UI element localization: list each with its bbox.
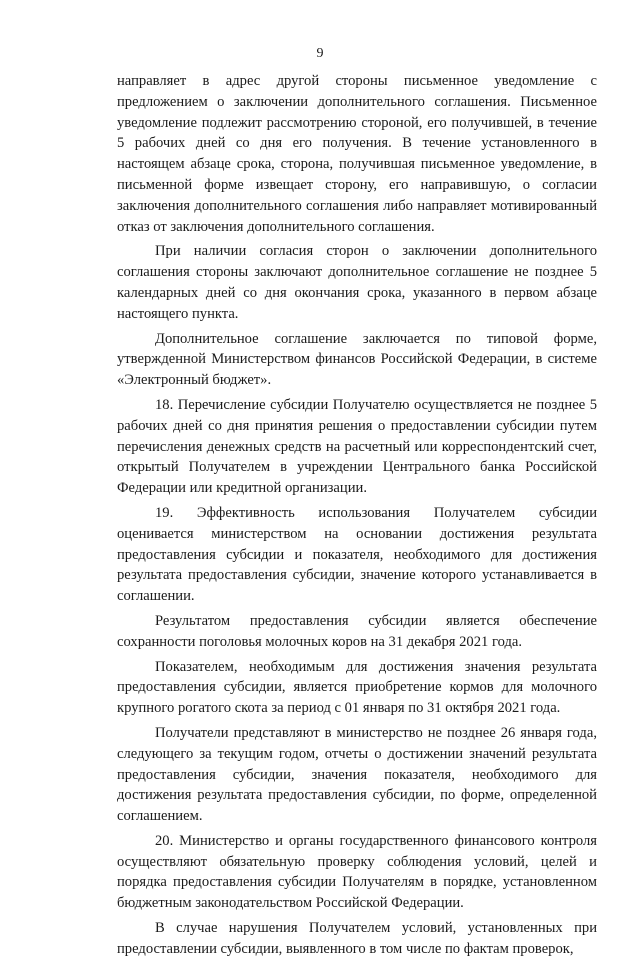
paragraph: Показателем, необходимым для достижения значения результата предоставления субсидии, является приобретение кормов для молочного крупного рогатого скота за период с 01 января по 31 октября 2021 года. — [117, 658, 597, 717]
paragraph: Получатели представляют в министерство не позднее 26 января года, следующего за текущим годом, отчеты о достижении значений результата предоставления субсидии, значения показателя, необходимого для достижения результата предоставления субсидии, по форме, определенной соглашением. — [117, 724, 597, 825]
paragraph: В случае нарушения Получателем условий, установленных при предоставлении субсидии, выявленного в том числе по фактам проверок, — [117, 920, 597, 957]
paragraph: Дополнительное соглашение заключается по типовой форме, утвержденной Министерством финансов Российской Федерации, в системе «Электронный бюджет». — [117, 330, 597, 389]
paragraph: Результатом предоставления субсидии является обеспечение сохранности поголовья молочных коров на 31 декабря 2021 года. — [117, 612, 597, 650]
paragraph-clause-19: 19. Эффективность использования Получателем субсидии оценивается министерством на основании достижения результата предоставления субсидии и показателя, необходимого для достижения результата предоставления субсидии, значение которого устанавливается в соглашении. — [117, 504, 597, 605]
document-body — [117, 71, 597, 964]
paragraph: При наличии согласия сторон о заключении дополнительного соглашения стороны заключают дополнительное соглашение не позднее 5 календарных дней со дня окончания срока, указанного в первом абзаце настоящего пункта. — [117, 243, 597, 322]
page-number: 9 — [316, 46, 324, 61]
paragraph-continued: направляет в адрес другой стороны письменное уведомление с предложением о заключении дополнительного соглашения. Письменное уведомление подлежит рассмотрению стороной, его получившей, в течение 5 рабочих дней со дня его получения. В течение установленного в настоящем абзаце срока, сторона, получившая письменное уведомление, в письменной форме извещает сторону, его направившую, о согласии заключения дополнительного соглашения либо направляет мотивированный отказ от заключения дополнительного соглашения. — [117, 73, 597, 235]
paragraph-clause-20: 20. Министерство и органы государственного финансового контроля осуществляют обязательную проверку соблюдения условий, целей и порядка предоставления субсидии Получателям в порядке, установленном бюджетным законодательством Российской Федерации. — [117, 832, 597, 912]
paragraph-clause-18: 18. Перечисление субсидии Получателю осуществляется не позднее 5 рабочих дней со дня принятия решения о предоставлении субсидии путем перечисления денежных средств на расчетный или корреспондентский счет, открытый Получателем в учреждении Центрального банка Российской Федерации или кредитной организации. — [117, 396, 597, 497]
